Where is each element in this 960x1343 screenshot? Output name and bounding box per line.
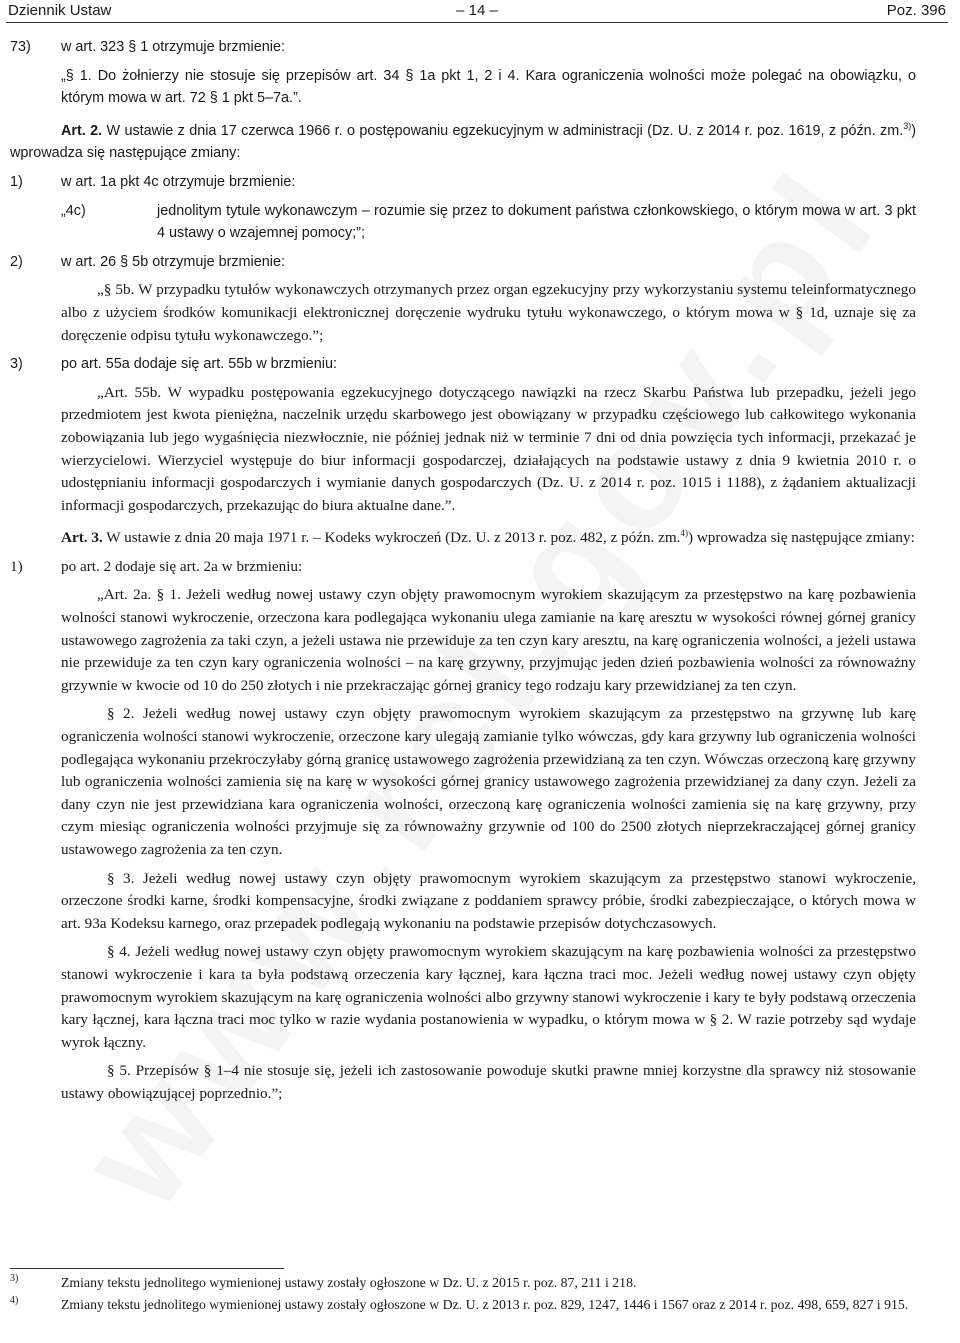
header-divider	[6, 22, 948, 23]
footnote	[10, 1295, 916, 1314]
footnote-ref: 3)	[903, 120, 912, 131]
item-text: w art. 26 § 5b otrzymuje brzmienie:	[61, 253, 285, 270]
art2a-paragraph-2: § 2. Jeżeli według nowej ustawy czyn objęty prawomocnym wyrokiem skazującym za przestępstwo na grzywnę lub karę ograniczenia wolności stanowi wykroczenie, orzeczone kary ulegają zamianie tylko wówczas, gdy kara grzywny lub ograniczenia wolności podlegająca wykonaniu przekroczyłaby górną granicę ustawowego zagrożenia przewidzianą za ten czyn. Wówczas orzeczoną karę grzywny lub ograniczenia wolności zamienia się na karę w wysokości górnej granicy ustawowego zagrożenia przewidzianej za dany czyn. Jeżeli za dany czyn nie jest przewidziana kara ograniczenia wolności, orzeczoną karę ograniczenia wolności zamienia się na karę grzywny, przy czym miesiąc ograniczenia wolności przyjmuje się za równoważny grzywnie od 100 do 2500 złotych nieprzekraczającej górnej granicy ustawowego zagrożenia za ten czyn.	[61, 705, 916, 858]
article-label: Art. 2.	[61, 122, 103, 139]
position-number: Poz. 396	[886, 2, 946, 19]
document-body	[10, 36, 916, 1106]
journal-title: Dziennik Ustaw	[8, 2, 112, 19]
amendment-73	[10, 36, 916, 59]
article-text-tail: ) wprowadza się następujące zmiany:	[687, 529, 915, 547]
art2a-paragraph-1: „Art. 2a. § 1. Jeżeli według nowej ustawy czyn objęty prawomocnym wyrokiem skazującym za przestępstwo na karę pozbawienia wolności stanowi wykroczenie, orzeczona kara podlegająca wykonaniu ulega zamianie na karę aresztu w wysokości równej górnej granicy ustawowego zagrożenia za taki czyn, a jeżeli ustawa nie przewiduje za ten czyn kary aresztu, na karę ograniczenia wolności, a jeżeli ustawa nie przewiduje za ten czyn kary ograniczenia wolności – na karę grzywny, przyjmując jeden dzień pozbawienia wolności za równoważny grzywnie w kwocie od 10 do 250 złotych i nie przekraczając górnej granicy tego rodzaju kary przewidzianej za ten czyn.	[61, 586, 916, 694]
item-text: w art. 323 § 1 otrzymuje brzmienie:	[61, 39, 285, 55]
art2-item-1-quote	[61, 200, 916, 245]
art2-item-3-quote: „Art. 55b. W wypadku postępowania egzekucyjnego dotyczącego nawiązki na rzecz Skarbu Państwa lub przepadku, jeżeli jego przedmiotem jest kwota pieniężna, naczelnik urzędu skarbowego jest obowiązany w przypadku częściowego lub całkowitego wykonania zobowiązania lub jego wygaśnięcia niezwłocznie, nie później jednak niż w terminie 7 dni od dnia powzięcia tych informacji, przekazać je wierzycielowi. Wierzyciel występuje do biur informacji gospodarczej, działających na podstawie ustawy z dnia 9 kwietnia 2010 r. o udostępnianiu informacji gospodarczych i wymianie danych gospodarczych (Dz. U. z 2014 r. poz. 1015 i 1188), z żądaniem aktualizacji informacji gospodarczych, przekazując do biura aktualne dane.”.	[61, 383, 916, 514]
footnote-divider	[10, 1268, 284, 1269]
item-number: 2)	[10, 253, 23, 270]
art2-item-3	[10, 353, 916, 376]
item-text: w art. 1a pkt 4c otrzymuje brzmienie:	[61, 173, 296, 190]
art2a-paragraph-3: § 3. Jeżeli według nowej ustawy czyn objęty prawomocnym wyrokiem skazującym za przestępstwo stanowi wykroczenie, orzeczone środki karne, środki kompensacyjne, środki związane z poddaniem sprawcy próbie, środki zabezpieczające, o których mowa w art. 93a Kodeksu karnego, oraz przepadek podlegają wykonaniu na podstawie przepisów dotychczasowych.	[61, 869, 916, 932]
quote-number: „4c)	[61, 202, 86, 219]
art2-item-2	[10, 251, 916, 274]
art3-item-1	[10, 556, 916, 579]
article-3	[10, 527, 916, 550]
item-number: 3)	[10, 356, 23, 373]
art2a-paragraph-5: § 5. Przepisów § 1–4 nie stosuje się, jeżeli ich zastosowanie powoduje skutki prawne mniej korzystne dla sprawcy niż stosowanie ustawy obowiązującej poprzednio.”;	[61, 1062, 916, 1102]
item-number: 1)	[10, 173, 23, 190]
amendment-73-quote: „§ 1. Do żołnierzy nie stosuje się przepisów art. 34 § 1a pkt 1, 2 i 4. Kara ograniczenia wolności może polegać na obowiązku, o którym mowa w art. 72 § 1 pkt 5–7a.”.	[61, 67, 916, 107]
footnote-text: Zmiany tekstu jednolitego wymienionej ustawy zostały ogłoszone w Dz. U. z 2013 r. poz. 829, 1247, 1446 i 1567 oraz z 2014 r. poz. 498, 659, 827 i 915.	[61, 1297, 909, 1312]
item-text: po art. 2 dodaje się art. 2a w brzmieniu:	[61, 557, 303, 575]
article-label: Art. 3.	[61, 529, 103, 547]
article-text: W ustawie z dnia 20 maja 1971 r. – Kodeks wykroczeń (Dz. U. z 2013 r. poz. 482, z późn. zm.	[106, 529, 681, 547]
footnote-number: 3)	[10, 1273, 19, 1284]
item-number: 73)	[10, 39, 31, 55]
footnote	[10, 1273, 916, 1292]
item-text: po art. 55a dodaje się art. 55b w brzmieniu:	[61, 356, 337, 373]
article-text: W ustawie z dnia 17 czerwca 1966 r. o postępowaniu egzekucyjnym w administracji (Dz. U. z 2014 r. poz. 1619, z późn. zm.	[106, 122, 904, 139]
page-number: – 14 –	[456, 2, 498, 19]
article-text-tail: ) wprowadza się następujące zmiany:	[10, 122, 917, 162]
footnote-text: Zmiany tekstu jednolitego wymienionej ustawy zostały ogłoszone w Dz. U. z 2015 r. poz. 87, 211 i 218.	[61, 1275, 637, 1290]
item-number: 1)	[10, 557, 23, 575]
footnotes	[10, 1273, 916, 1317]
footnote-number: 4)	[10, 1295, 19, 1306]
art2a-paragraph-4: § 4. Jeżeli według nowej ustawy czyn objęty prawomocnym wyrokiem skazującym na karę pozbawienia wolności za przestępstwo stanowi wykroczenie i kara ta była podstawą orzeczenia kary łącznej, kara łączna traci moc. Jeżeli według nowej ustawy czyn objęty prawomocnym wyrokiem skazującym na karę ograniczenia wolności albo grzywny stanowi wykroczenie i kary te były podstawą orzeczenia kary łącznej, kara łączna traci moc tylko w razie wydania postanowienia w wypadku, o którym mowa w § 2. W razie potrzeby sąd wydaje wyrok łączny.	[61, 943, 916, 1051]
quote-text: jednolitym tytule wykonawczym – rozumie się przez to dokument państwa członkowskiego, o którym mowa w art. 3 pkt 4 ustawy o wzajemnej pomocy;”;	[157, 202, 916, 242]
footnote-ref: 4)	[680, 528, 688, 539]
page-header	[8, 2, 946, 22]
art2-item-2-quote: „§ 5b. W przypadku tytułów wykonawczych otrzymanych przez organ egzekucyjny przy wykorzystaniu systemu teleinformatycznego albo z użyciem środków komunikacji elektronicznej doręczenie wydruku tytułu wykonawczego, o którym mowa w § 1d, uznaje się za doręczenie odpisu tytułu wykonawczego.”;	[61, 281, 916, 344]
art2-item-1	[10, 171, 916, 194]
article-2	[10, 120, 916, 165]
